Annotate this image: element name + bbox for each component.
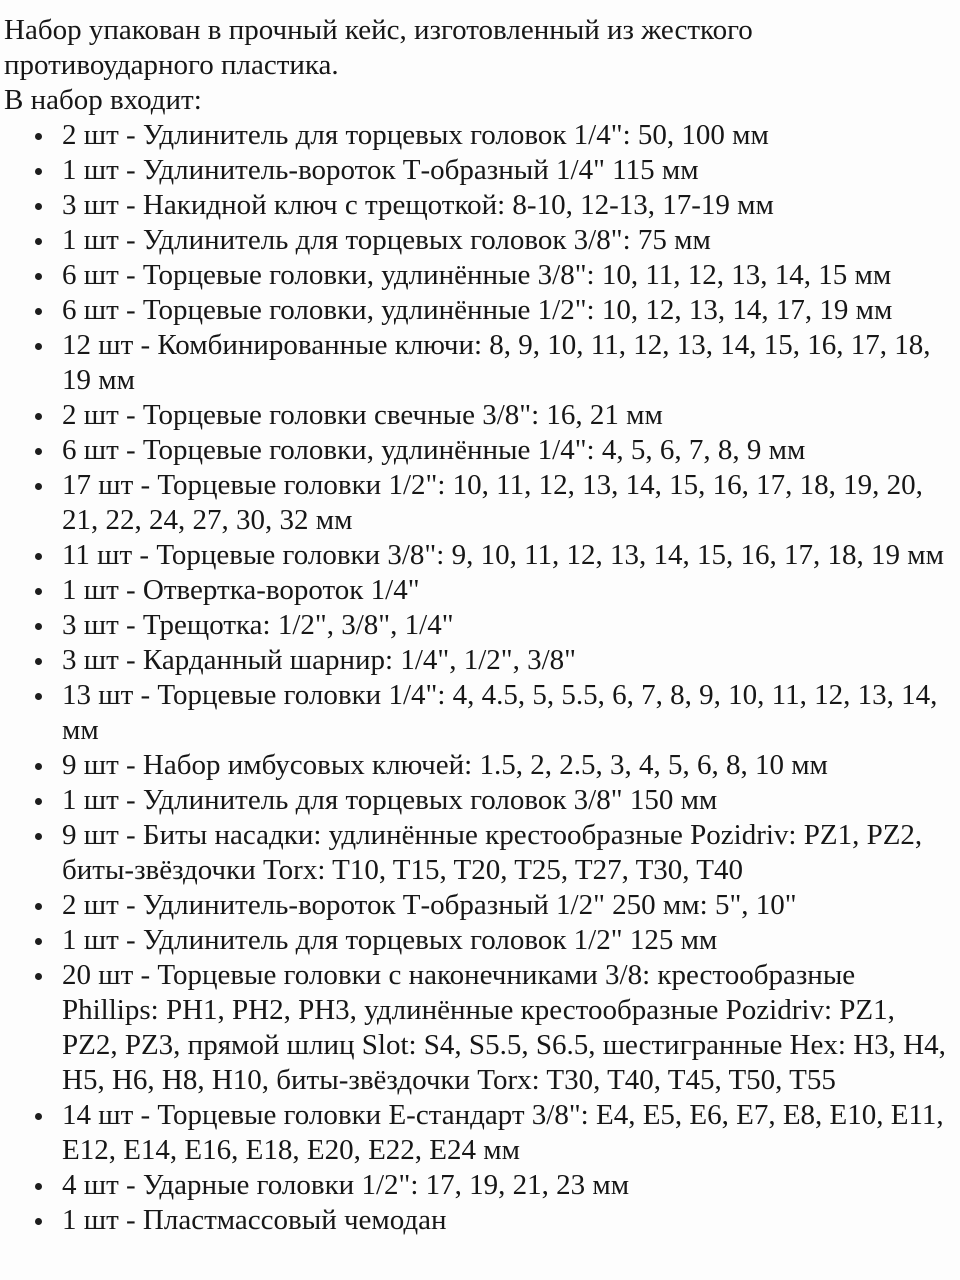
list-item [62, 433, 954, 468]
list-item-text: 12 шт - Комбинированные ключи: 8, 9, 10, 11, 12, 13, 14, 15, 16, 17, 18, 19 мм [62, 329, 931, 396]
list-item [62, 783, 954, 818]
bullet-icon [35, 763, 42, 770]
list-item-text: 2 шт - Удлинитель-вороток Т-образный 1/2" 250 мм: 5", 10" [62, 889, 797, 921]
list-item-text: 4 шт - Ударные головки 1/2": 17, 19, 21, 23 мм [62, 1169, 630, 1201]
list-item-text: 3 шт - Трещотка: 1/2", 3/8", 1/4" [62, 609, 454, 641]
list-item-text: 9 шт - Набор имбусовых ключей: 1.5, 2, 2.5, 3, 4, 5, 6, 8, 10 мм [62, 749, 828, 781]
list-item-text: 14 шт - Торцевые головки Е-стандарт 3/8": E4, E5, E6, E7, E8, E10, E11, E12, E14, E16, E18, E20, E22, E24 мм [62, 1099, 944, 1166]
list-item [62, 608, 954, 643]
list-item-text: 2 шт - Торцевые головки свечные 3/8": 16, 21 мм [62, 399, 663, 431]
intro-section [4, 13, 954, 118]
list-item [62, 398, 954, 433]
bullet-icon [35, 413, 42, 420]
list-item [62, 538, 954, 573]
list-item [62, 468, 954, 538]
list-item-text: 1 шт - Удлинитель-вороток Т-образный 1/4" 115 мм [62, 154, 699, 186]
list-item [62, 223, 954, 258]
list-item-text: 9 шт - Биты насадки: удлинённые крестообразные Pozidriv: PZ1, PZ2, биты-звёздочки Torx: T10, T15, T20, T25, T27, T30, T40 [62, 819, 923, 886]
list-item-text: 6 шт - Торцевые головки, удлинённые 3/8": 10, 11, 12, 13, 14, 15 мм [62, 259, 892, 291]
list-item [62, 1098, 954, 1168]
list-item [62, 258, 954, 293]
bullet-icon [35, 693, 42, 700]
list-item-text: 6 шт - Торцевые головки, удлинённые 1/4": 4, 5, 6, 7, 8, 9 мм [62, 434, 806, 466]
list-item [62, 1168, 954, 1203]
list-item-text: 11 шт - Торцевые головки 3/8": 9, 10, 11, 12, 13, 14, 15, 16, 17, 18, 19 мм [62, 539, 944, 571]
list-item [62, 678, 954, 748]
bullet-icon [35, 623, 42, 630]
list-item-text: 1 шт - Удлинитель для торцевых головок 1/2" 125 мм [62, 924, 718, 956]
list-item [62, 888, 954, 923]
list-item [62, 293, 954, 328]
bullet-icon [35, 238, 42, 245]
list-item-text: 3 шт - Карданный шарнир: 1/4", 1/2", 3/8" [62, 644, 577, 676]
bullet-icon [35, 203, 42, 210]
list-item-text: 1 шт - Удлинитель для торцевых головок 3/8": 75 мм [62, 224, 711, 256]
bullet-icon [35, 1183, 42, 1190]
list-item [62, 188, 954, 223]
list-item [62, 153, 954, 188]
bullet-icon [35, 658, 42, 665]
list-item [62, 643, 954, 678]
list-heading: В набор входит: [4, 84, 202, 116]
bullet-icon [35, 553, 42, 560]
bullet-icon [35, 973, 42, 980]
list-item-text: 3 шт - Накидной ключ с трещоткой: 8-10, 12-13, 17-19 мм [62, 189, 774, 221]
list-item [62, 818, 954, 888]
bullet-icon [35, 343, 42, 350]
bullet-icon [35, 798, 42, 805]
list-item-text: 17 шт - Торцевые головки 1/2": 10, 11, 12, 13, 14, 15, 16, 17, 18, 19, 20, 21, 22, 24, 27, 30, 32 мм [62, 469, 923, 536]
list-item [62, 958, 954, 1098]
list-item-text: 1 шт - Пластмассовый чемодан [62, 1204, 447, 1236]
list-item-text: 13 шт - Торцевые головки 1/4": 4, 4.5, 5, 5.5, 6, 7, 8, 9, 10, 11, 12, 13, 14, мм [62, 679, 938, 746]
bullet-icon [35, 448, 42, 455]
bullet-icon [35, 273, 42, 280]
list-item [62, 328, 954, 398]
bullet-icon [35, 133, 42, 140]
list-item [62, 118, 954, 153]
list-item [62, 573, 954, 608]
bullet-icon [35, 1218, 42, 1225]
bullet-icon [35, 1113, 42, 1120]
list-item-text: 2 шт - Удлинитель для торцевых головок 1/4": 50, 100 мм [62, 119, 769, 151]
list-item-text: 1 шт - Удлинитель для торцевых головок 3/8" 150 мм [62, 784, 718, 816]
list-item-text: 20 шт - Торцевые головки с наконечниками 3/8: крестообразные Phillips: PH1, PH2, PH3, удлинённые крестообразные Pozidriv: PZ1, PZ2, PZ3, прямой шлиц Slot: S4, S5.5, S6.5, шестигранные Hex: H3, H4, H5, H6, H8, H10, биты-звёздочки Torx: T30, T40, T45, T50, T55 [62, 959, 946, 1096]
bullet-icon [35, 588, 42, 595]
list-item [62, 748, 954, 783]
bullet-icon [35, 168, 42, 175]
list-item-text: 6 шт - Торцевые головки, удлинённые 1/2": 10, 12, 13, 14, 17, 19 мм [62, 294, 893, 326]
bullet-icon [35, 938, 42, 945]
bullet-icon [35, 903, 42, 910]
bullet-icon [35, 308, 42, 315]
list-item [62, 1203, 954, 1238]
intro-paragraph: Набор упакован в прочный кейс, изготовленный из жесткого противоударного пластика. [4, 14, 753, 81]
list-item [62, 923, 954, 958]
bullet-icon [35, 833, 42, 840]
list-item-text: 1 шт - Отвертка-вороток 1/4" [62, 574, 420, 606]
contents-list [4, 118, 954, 1238]
bullet-icon [35, 483, 42, 490]
